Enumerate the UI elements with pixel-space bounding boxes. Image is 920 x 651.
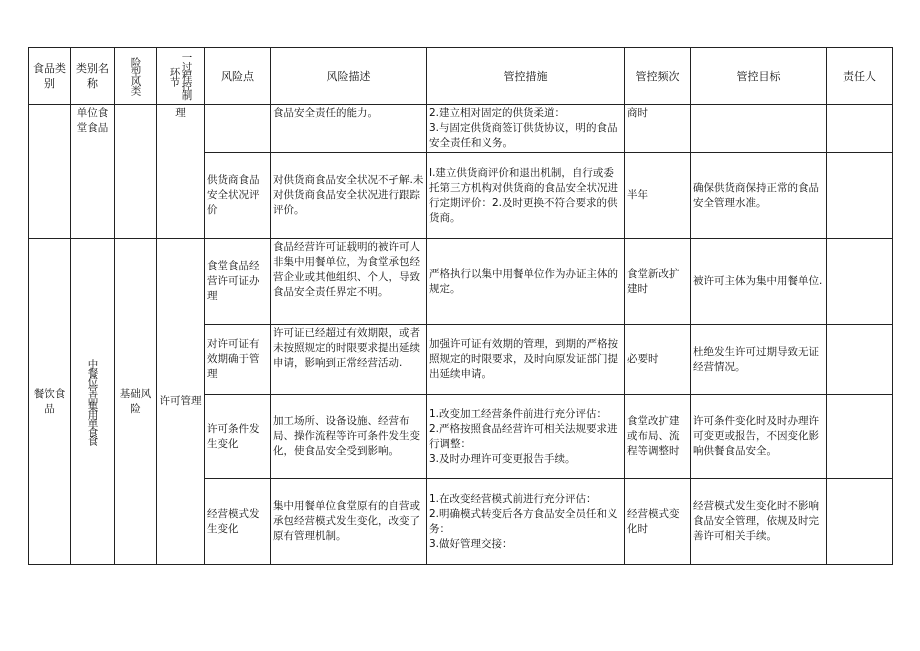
risk-type-cell: 基础风险 — [115, 239, 157, 565]
risk-desc-cell: 集中用餐单位食堂原有的自营或承包经营模式发生变化，改变了原有管理机制。 — [271, 479, 427, 565]
category-name-cell: 中餐位堂品集用单食食 — [71, 239, 115, 565]
frequency-cell: 商时 — [625, 105, 691, 153]
process-cell: 理 — [157, 105, 205, 239]
header-frequency: 管控频次 — [625, 48, 691, 105]
table-row — [29, 105, 893, 153]
target-cell: 许可条件变化时及时办理许可变更或报告，不因变化影响供餐食品安全。 — [691, 395, 827, 479]
measures-cell: 1.在改变经营模式前进行充分评估： 2.明确模式转变后各方食品安全员任和义务： 3.做好管理交接： — [427, 479, 625, 565]
owner-cell — [827, 105, 893, 153]
owner-cell — [827, 239, 893, 325]
header-category-name: 类别名称 — [71, 48, 115, 105]
header-risk-type: 险型风类 — [115, 48, 157, 105]
frequency-cell: 必要时 — [625, 325, 691, 395]
target-cell: 被许可主体为集中用餐单位. — [691, 239, 827, 325]
process-cell: 许可管理 — [157, 239, 205, 565]
risk-point-cell: 许可条件发生变化 — [205, 395, 271, 479]
target-cell: 经营模式发生变化时不影响食品安全管理，依规及时完善许可相关手续。 — [691, 479, 827, 565]
food-category-cell — [29, 105, 71, 239]
owner-cell — [827, 479, 893, 565]
table-row — [29, 239, 893, 325]
risk-point-cell: 食堂食品经营许可证办理 — [205, 239, 271, 325]
risk-point-cell: 经营模式发生变化 — [205, 479, 271, 565]
owner-cell — [827, 325, 893, 395]
risk-point-cell — [205, 105, 271, 153]
owner-cell — [827, 395, 893, 479]
header-measures: 管控措施 — [427, 48, 625, 105]
target-cell — [691, 105, 827, 153]
risk-desc-cell: 加工场所、设备设施、经营布局、操作流程等许可条件发生变化，使食品安全受到影响。 — [271, 395, 427, 479]
risk-type-cell — [115, 105, 157, 239]
risk-desc-cell: 对供货商食品安全状况不孑解.未对供货商食品安全状况进行跟踪评价。 — [271, 153, 427, 239]
food-category-cell: 餐饮食品 — [29, 239, 71, 565]
header-food-category: 食品类别 — [29, 48, 71, 105]
header-owner: 责任人 — [827, 48, 893, 105]
frequency-cell: 食堂改扩建或布局、流程等调整时 — [625, 395, 691, 479]
risk-point-cell: 供货商食品安全状况评价 — [205, 153, 271, 239]
category-name-cell: 单位食堂食品 — [71, 105, 115, 239]
target-cell: 确保供货商保持正常的食品安全管理水准。 — [691, 153, 827, 239]
risk-desc-cell: 许可证已经超过有效期限，或者未按照规定的时限要求提出延续申请，影响到正常经营活动. — [271, 325, 427, 395]
risk-desc-cell: 食品安全责任的能力。 — [271, 105, 427, 153]
header-process: 一过程控制环节 — [157, 48, 205, 105]
owner-cell — [827, 153, 893, 239]
header-risk-point: 风险点 — [205, 48, 271, 105]
header-target: 管控目标 — [691, 48, 827, 105]
risk-control-sheet — [28, 47, 893, 565]
header-risk-desc: 风险描述 — [271, 48, 427, 105]
measures-cell: I.建立供货商评价和退出机制，自行或委托第三方机构对供货商的食品安全状况进行定期评价：2.及时更换不符合要求的供货商。 — [427, 153, 625, 239]
frequency-cell: 经营模式变化时 — [625, 479, 691, 565]
frequency-cell: 食堂新改扩建时 — [625, 239, 691, 325]
frequency-cell: 半年 — [625, 153, 691, 239]
measures-cell: 2.建立相对固定的供货柔道： 3.与固定供货商签订供货协议，明的食品安全责任和义务。 — [427, 105, 625, 153]
target-cell: 杜绝发生许可过期导致无证经营情况。 — [691, 325, 827, 395]
measures-cell: 1.改变加工经营条件前进行充分评估： 2.严格按照食品经营许可相关法规要求进行调整： 3.及时办理许可变更报告手续。 — [427, 395, 625, 479]
measures-cell: 严格执行以集中用餐单位作为办证主体的规定。 — [427, 239, 625, 325]
risk-point-cell: 对许可证有效期确于管理 — [205, 325, 271, 395]
risk-desc-cell: 食品经营许可证载明的被许可人非集中用餐单位，为食堂承包经营企业或其他组织、个人，导致食品安全责任界定不明。 — [271, 239, 427, 325]
risk-table — [28, 47, 893, 565]
header-row — [29, 48, 893, 105]
measures-cell: 加强许可证有效期的管理，到期的严格按照规定的时限要求，及时向原发证部门提出延续申请。 — [427, 325, 625, 395]
